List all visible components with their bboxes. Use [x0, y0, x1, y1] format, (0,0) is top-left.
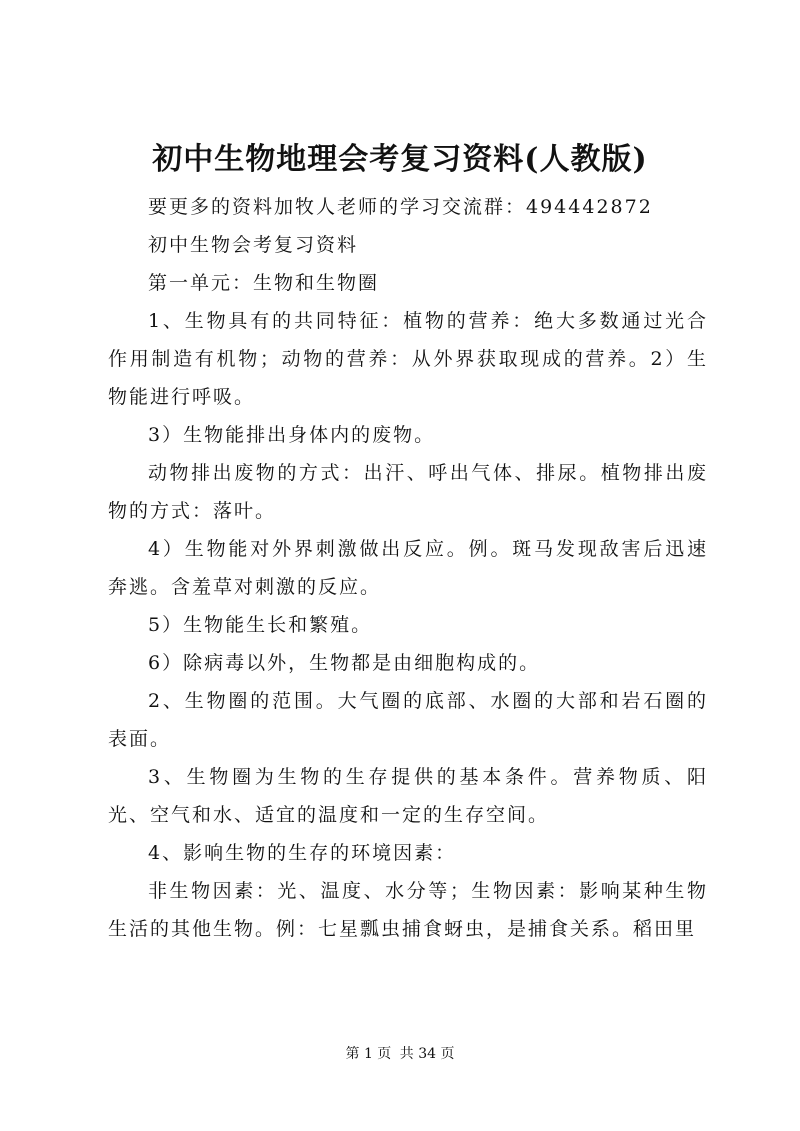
paragraph: 动物排出废物的方式：出汗、呼出气体、排尿。植物排出废物的方式：落叶。: [108, 462, 708, 522]
paragraph: 6）除病毒以外，生物都是由细胞构成的。: [148, 652, 541, 674]
paragraph: 5）生物能生长和繁殖。: [148, 614, 373, 636]
page-footer: [0, 1044, 800, 1064]
document-title: 初中生物地理会考复习资料(人教版): [152, 142, 648, 177]
page-number: 第 1 页: [345, 1046, 392, 1062]
paragraph: 4、影响生物的生存的环境因素：: [148, 842, 457, 864]
paragraph: 2、生物圈的范围。大气圈的底部、水圈的大部和岩石圈的表面。: [108, 690, 708, 750]
document-body: [108, 188, 708, 948]
paragraph: 要更多的资料加牧人老师的学习交流群：494442872: [148, 196, 653, 218]
paragraph: 3、生物圈为生物的生存提供的基本条件。营养物质、阳光、空气和水、适宜的温度和一定的生存空间。: [108, 766, 708, 826]
paragraph: 4）生物能对外界刺激做出反应。例。斑马发现敌害后迅速奔逃。含羞草对刺激的反应。: [108, 538, 708, 598]
paragraph: 1、生物具有的共同特征：植物的营养：绝大多数通过光合作用制造有机物；动物的营养：从外界获取现成的营养。2）生物能进行呼吸。: [108, 310, 708, 408]
paragraph: 第一单元：生物和生物圈: [148, 272, 380, 294]
page-total: 共 34 页: [399, 1046, 455, 1062]
paragraph: 3）生物能排出身体内的废物。: [148, 424, 436, 446]
paragraph: 非生物因素：光、温度、水分等；生物因素：影响某种生物生活的其他生物。例：七星瓢虫捕食蚜虫，是捕食关系。稻田里: [108, 880, 708, 940]
paragraph: 初中生物会考复习资料: [148, 234, 359, 256]
